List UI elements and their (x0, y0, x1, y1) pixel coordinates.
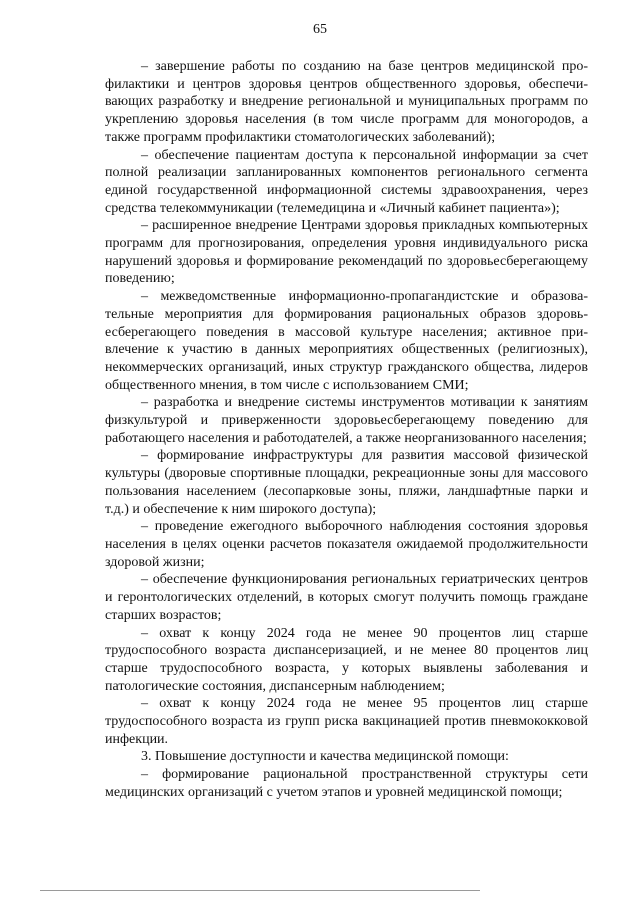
paragraph-health-center-software: – расширенное внедрение Центрами здоровья прикладных компьютерных программ для прогнозирования, определения уровня индивидуального риска нарушений здоровья и формирование рекомендаций по здоровьесберегающему поведению; (105, 218, 588, 287)
paragraph-health-survey: – проведение ежегодного выборочного наблюдения состояния здоровья населения в целях оценки расчетов показателя ожидаемой продолжительности здоровой жизни; (105, 519, 588, 570)
paragraph-prevention-centers: – завершение работы по созданию на базе центров медицинской профилактики и центров здоровья центров общественного здоровья, обеспечивающих разработку и внедрение региональной и муниципальных программ по укреплению здоровья населения (в том числе программ для моногородов, а также программ профилактики стоматологических заболеваний); (105, 59, 588, 145)
paragraph-geriatric-centers: – обеспечение функционирования региональных гериатрических центров и геронтологических отделений, в которых смогут получить помощь граждане старших возрастов; (105, 572, 588, 623)
paragraph-information-campaigns: – межведомственные информационно-пропагандистские и образовательные мероприятия для формирования рациональных образов здоровьесберегающего поведения в массовой культуре населения; активное привлечение к участию в данных мероприятиях общественных (религиозных), некоммерческих организаций, иных структур гражданского общества, лидеров общественного мнения, в том числе с использованием СМИ; (105, 289, 588, 393)
paragraph-network-structure: – формирование рациональной пространственной структуры сети медицинских организаций с учетом этапов и уровней медицинской помощи; (105, 767, 588, 800)
page-bottom-rule (40, 890, 480, 891)
paragraph-personal-info-access: – обеспечение пациентам доступа к персональной информации за счет полной реализации запланированных компонентов регионального сегмента единой государственной информационной системы здравоохранения, через средства телекоммуникации (телемедицина и «Личный кабинет пациента»); (105, 147, 588, 216)
section-heading-care-quality: 3. Повышение доступности и качества медицинской помощи: (141, 749, 509, 765)
paragraph-vaccination-coverage: – охват к концу 2024 года не менее 95 процентов лиц старше трудоспособного возраста из групп риска вакцинацией против пневмококковой инфекции. (105, 696, 588, 747)
paragraph-physical-activity-motivation: – разработка и внедрение системы инструментов мотивации к занятиям физкультурой и приверженности здоровьесберегающему поведению для работающего населения и работодателей, а также неорганизованного населения; (105, 395, 588, 446)
page-number: 65 (313, 22, 327, 37)
paragraph-dispensary-coverage: – охват к концу 2024 года не менее 90 процентов лиц старше трудоспособного возраста диспансеризацией, и не менее 80 процентов лиц старше трудоспособного возраста, у которых выявлены заболевания и патологические состояния, диспансерным наблюдением; (105, 625, 588, 694)
paragraph-sports-infrastructure: – формирование инфраструктуры для развития массовой физической культуры (дворовые спортивные площадки, рекреационные зоны для массового пользования населением (лесопарковые зоны, пляжи, ландшафтные парки и т.д.) и обеспечение к ним широкого доступа); (105, 448, 588, 517)
document-body (105, 58, 588, 802)
